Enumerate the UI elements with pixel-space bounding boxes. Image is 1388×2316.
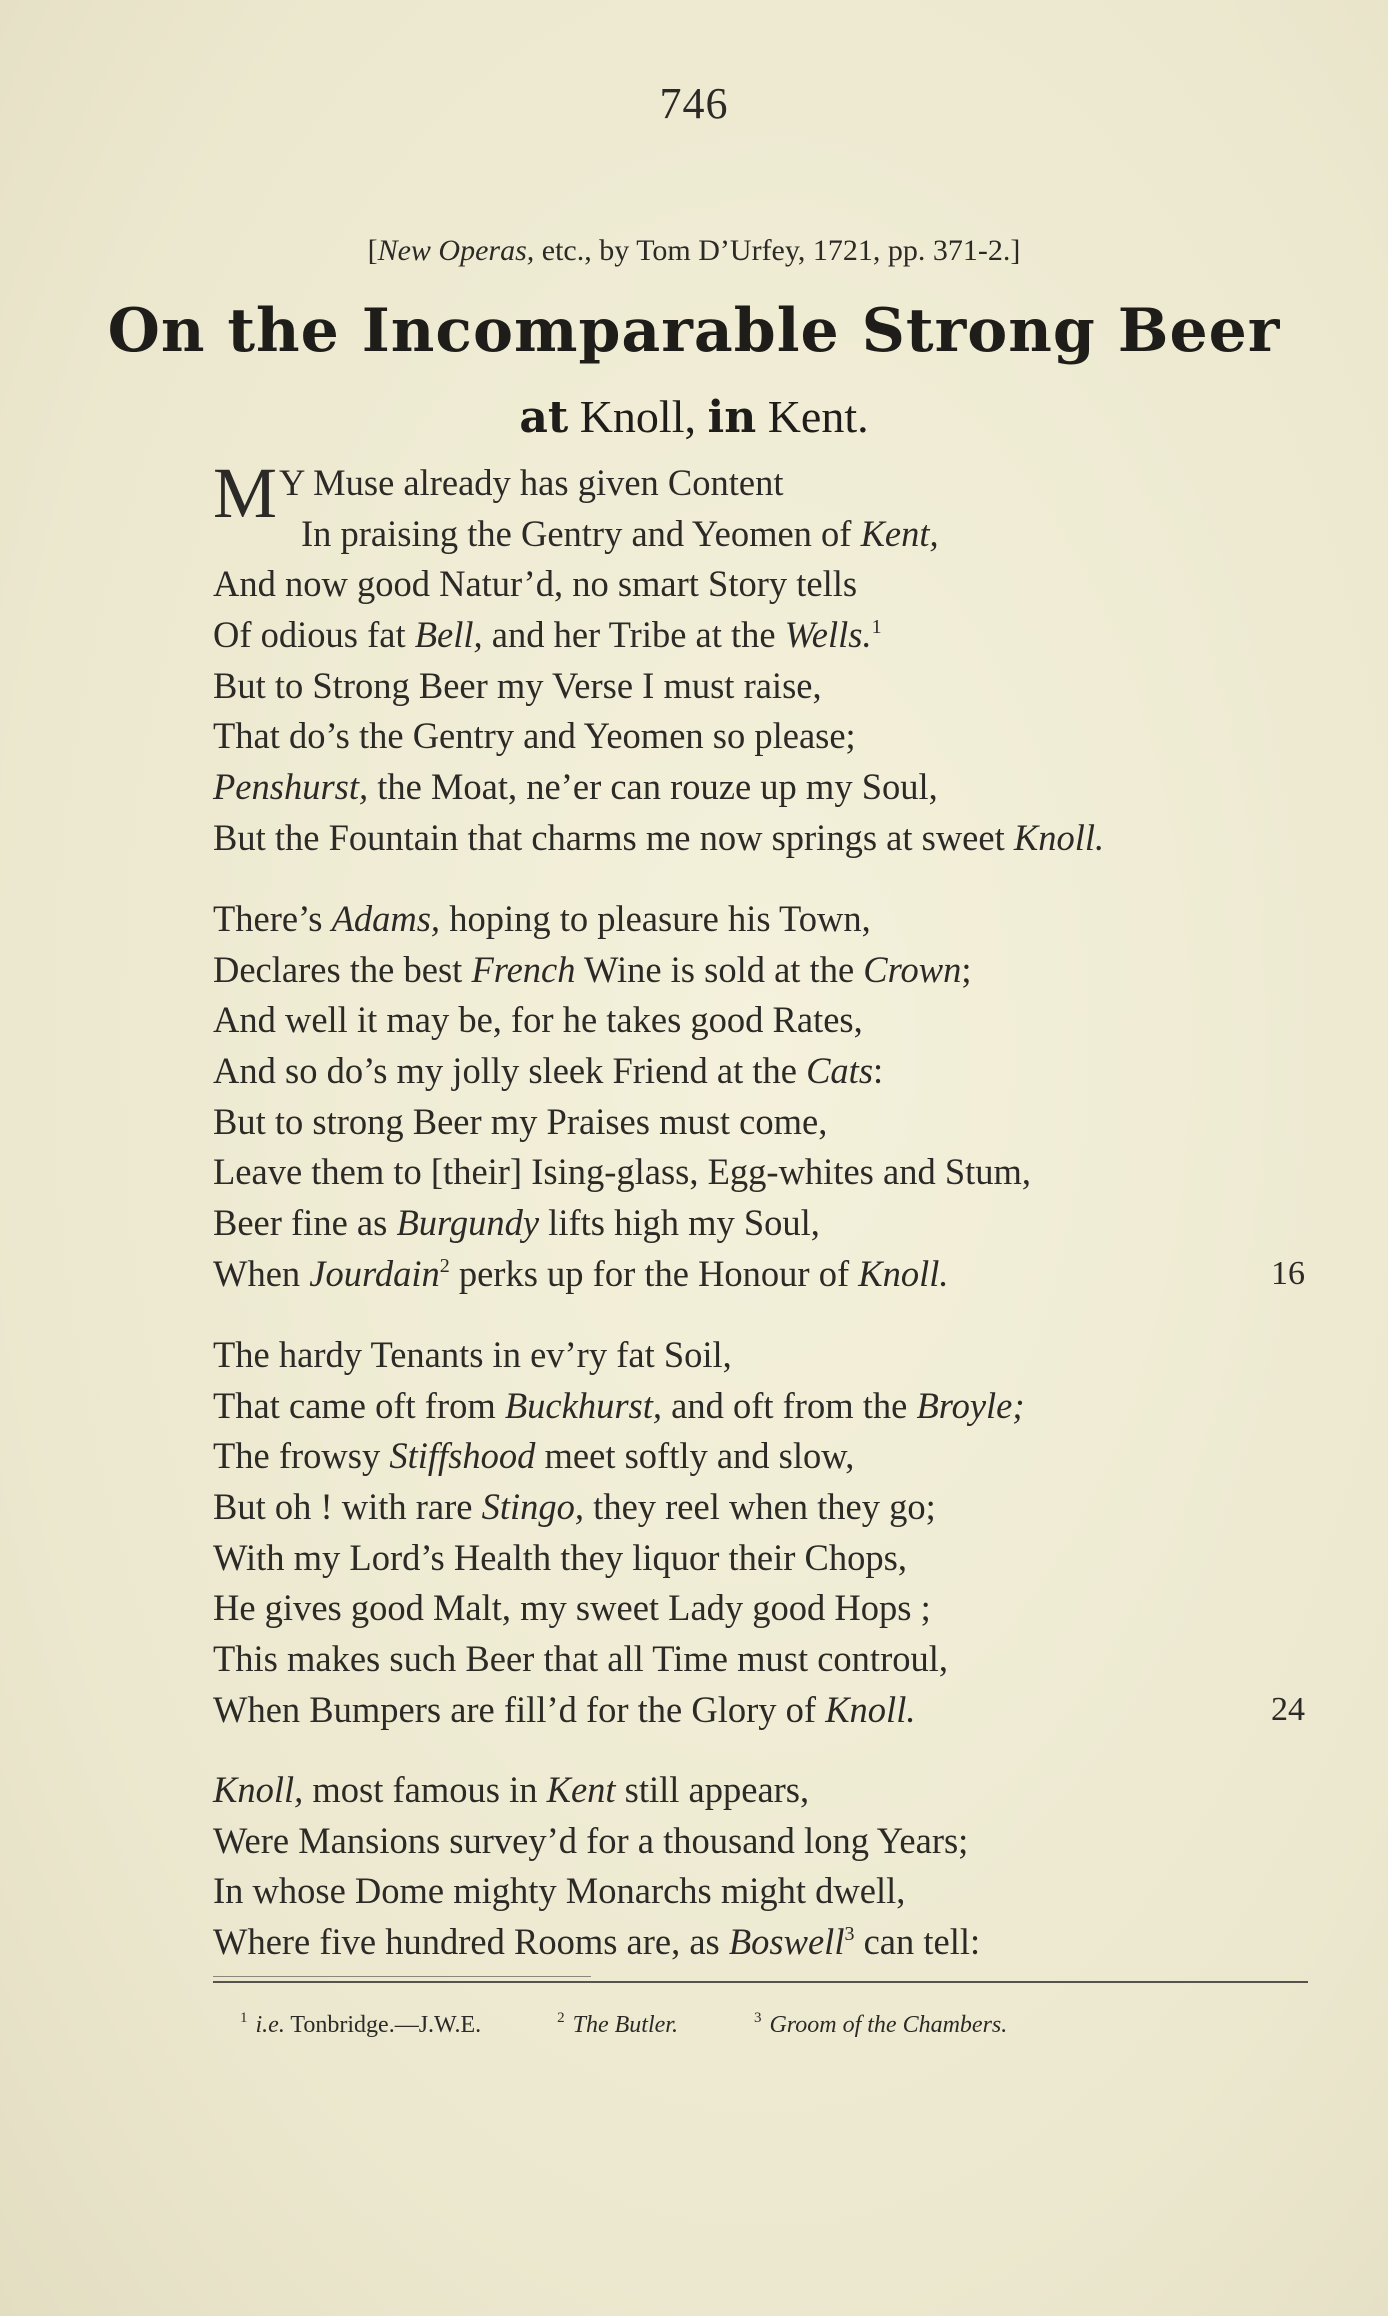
poem-line: And so do’s my jolly sleek Friend at the Cats: bbox=[213, 1050, 884, 1092]
line-number: 24 bbox=[1271, 1690, 1305, 1728]
poem-line: When Bumpers are fill’d for the Glory of Knoll. 24 bbox=[213, 1685, 1313, 1736]
poem-line: That came oft from Buckhurst, and oft from the Broyle; bbox=[213, 1384, 1025, 1426]
poem-line: Where five hundred Rooms are, as Boswell$^3$ can tell: bbox=[213, 1921, 981, 1963]
poem-line: And now good Natur’d, no smart Story tells bbox=[213, 563, 858, 605]
poem-line: Of odious fat Bell, and her Tribe at the Wells.$^1$ bbox=[213, 614, 882, 656]
stanza-2 bbox=[213, 894, 1313, 1300]
divider-rule bbox=[213, 1976, 591, 1977]
line-number: 16 bbox=[1271, 1254, 1305, 1292]
poem-line: This makes such Beer that all Time must controul, bbox=[213, 1638, 948, 1680]
poem-line: In whose Dome mighty Monarchs might dwell, bbox=[213, 1870, 906, 1912]
page-number: 746 bbox=[659, 79, 729, 128]
footnote: $^3$ Groom of the Chambers. bbox=[753, 2010, 1008, 2038]
poem-title: On the Incomparable Strong Beer bbox=[107, 296, 1281, 366]
source-citation: [New Operas, etc., by Tom D’Urfey, 1721, pp. 371-2.] bbox=[367, 234, 1021, 267]
poem-line: Penshurst, the Moat, ne’er can rouze up my Soul, bbox=[213, 766, 938, 808]
poem-line: Declares the best French Wine is sold at the Crown; bbox=[213, 948, 972, 990]
poem-line: Knoll, most famous in Kent still appears, bbox=[213, 1769, 810, 1810]
poem-line: That do’s the Gentry and Yeomen so please; bbox=[213, 715, 856, 757]
poem-line: But to strong Beer my Praises must come, bbox=[213, 1100, 828, 1142]
footnote-rule bbox=[213, 1981, 1308, 1983]
poem-line: But to Strong Beer my Verse I must raise, bbox=[213, 664, 822, 706]
poem-line: Leave them to [their] Ising-glass, Egg-whites and Stum, bbox=[213, 1151, 1032, 1193]
poem-subtitle: at Knoll, in Kent. bbox=[519, 391, 869, 443]
stanza-3 bbox=[213, 1330, 1313, 1736]
poem-line: But the Fountain that charms me now springs at sweet Knoll. bbox=[213, 816, 1105, 858]
poem-line: He gives good Malt, my sweet Lady good Hops ; bbox=[213, 1587, 931, 1629]
poem-line: And well it may be, for he takes good Rates, bbox=[213, 999, 863, 1041]
poem-line: When Jourdain$^2$ perks up for the Honour of Knoll. 16 bbox=[213, 1249, 1313, 1300]
footnote-ref: 2 bbox=[439, 1254, 450, 1277]
drop-cap: M bbox=[213, 453, 278, 533]
poem-line: The hardy Tenants in ev’ry fat Soil, bbox=[213, 1334, 732, 1375]
poem-line: Beer fine as Burgundy lifts high my Soul, bbox=[213, 1202, 820, 1244]
poem-line: With my Lord’s Health they liquor their Chops, bbox=[213, 1536, 907, 1578]
poem-line: But oh ! with rare Stingo, they reel when they go; bbox=[213, 1486, 936, 1528]
stanza-1 bbox=[213, 453, 1313, 864]
poem-line: Were Mansions survey’d for a thousand long Years; bbox=[213, 1819, 969, 1861]
footnotes bbox=[240, 2010, 1320, 2039]
poem-line: The frowsy Stiffshood meet softly and slow, bbox=[213, 1435, 855, 1477]
stanza-4 bbox=[213, 1765, 1313, 1968]
poem-line: There’s Adams, hoping to pleasure his Town, bbox=[213, 898, 871, 939]
poem-line: In praising the Gentry and Yeomen of Kent, bbox=[301, 512, 939, 554]
footnote: $^2$ The Butler. bbox=[557, 2010, 678, 2038]
footnote: $^1$ i.e. Tonbridge.—J.W.E. bbox=[240, 2010, 482, 2038]
footnote-ref: 1 bbox=[871, 616, 882, 639]
footnote-ref: 3 bbox=[844, 1923, 855, 1946]
poem-line: MY Muse already has given Content bbox=[213, 453, 784, 533]
